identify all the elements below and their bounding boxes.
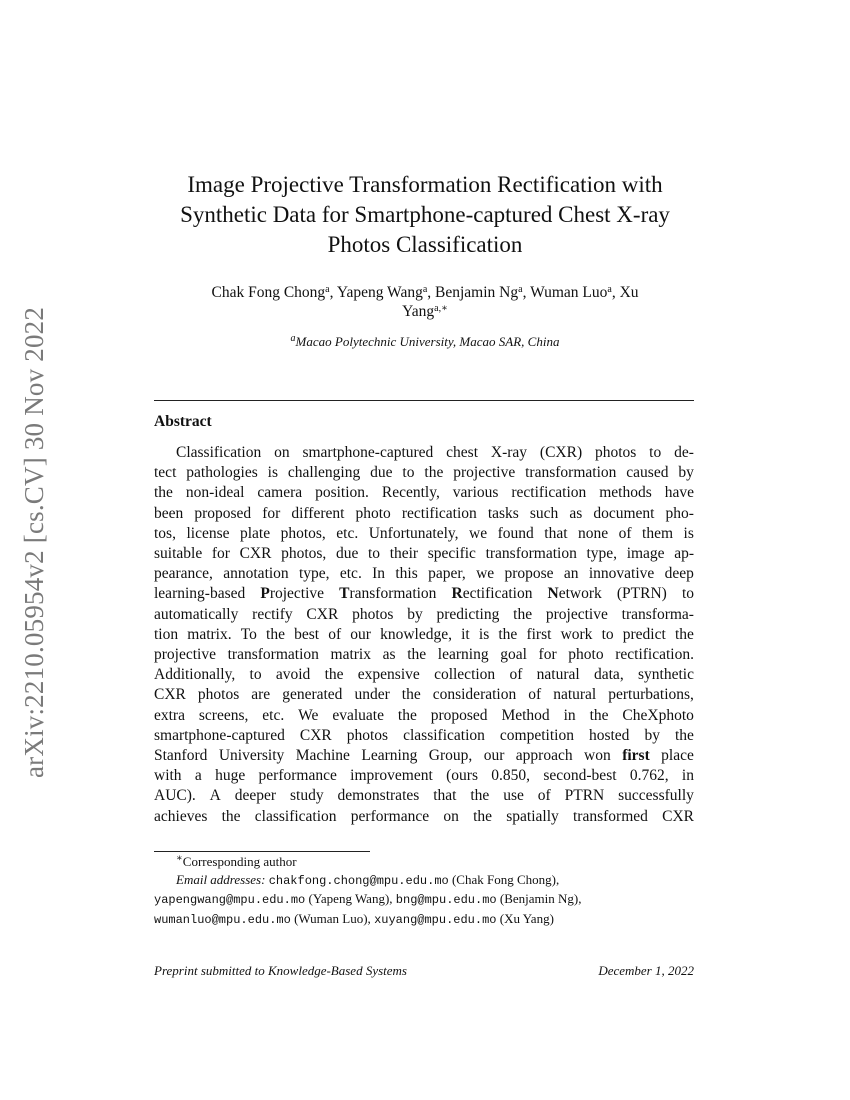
abstract-line <box>154 807 694 827</box>
abstract-word: the <box>266 625 285 643</box>
email-link[interactable]: wumanluo@mpu.edu.mo <box>154 912 291 927</box>
abstract-word: found <box>497 524 534 542</box>
abstract-word: camera <box>257 484 303 502</box>
abstract-word: is <box>267 464 278 482</box>
abstract-line <box>154 544 694 564</box>
abstract-word: is <box>683 524 694 542</box>
abstract-word: the <box>513 605 533 623</box>
author-name: Yang <box>402 303 435 320</box>
email-owner: (Wuman Luo), <box>294 910 371 926</box>
author-list <box>150 283 700 321</box>
abstract-word: the <box>674 726 694 744</box>
abstract-word: data, <box>594 666 624 684</box>
abstract-word: rectification <box>401 504 477 522</box>
abstract-word: study <box>290 787 324 805</box>
abstract-word: ap- <box>674 545 694 563</box>
abstract-word: of <box>509 666 523 684</box>
email-line-3 <box>154 910 694 930</box>
abstract-line <box>154 746 694 766</box>
abstract-word: generated <box>282 686 343 704</box>
abstract-word: various <box>452 484 499 502</box>
page-footer <box>154 963 694 979</box>
abstract-word: photo <box>355 504 391 522</box>
abstract-line <box>154 786 694 806</box>
abstract-line <box>154 443 694 463</box>
paper-title <box>150 170 700 260</box>
abstract-word: de- <box>674 444 694 461</box>
abstract-word: the <box>407 646 427 664</box>
abstract-word: perturbations, <box>608 686 694 704</box>
abstract-word: spatially <box>506 807 559 825</box>
footer-date: December 1, 2022 <box>598 963 694 978</box>
abstract-word: the <box>221 807 241 825</box>
title-line: Photos Classification <box>327 232 523 257</box>
abstract-word: X-ray <box>490 444 528 461</box>
author-sup: a,∗ <box>434 303 448 314</box>
abstract-line <box>154 463 694 483</box>
abstract-word: on <box>274 444 290 461</box>
abstract-word: CXR <box>662 807 694 825</box>
abstract-word: have <box>664 484 694 502</box>
author-sep: , Xu <box>611 284 639 301</box>
abstract-word: In <box>372 565 386 583</box>
abstract-line <box>154 504 694 524</box>
abstract-word: automatically <box>154 605 239 623</box>
abstract-word: been <box>154 504 184 522</box>
abstract-heading: Abstract <box>154 413 212 430</box>
abstract-word: document <box>593 504 655 522</box>
abstract-word: approach <box>515 747 573 765</box>
abstract-word: propose <box>504 565 554 583</box>
email-link[interactable]: chakfong.chong@mpu.edu.mo <box>268 873 449 888</box>
email-link[interactable]: bng@mpu.edu.mo <box>395 893 497 907</box>
abstract-line <box>154 665 694 685</box>
email-link[interactable]: xuyang@mpu.edu.mo <box>374 912 497 927</box>
footnote-rule <box>154 851 370 852</box>
abstract-word: photos <box>594 444 637 461</box>
corresponding-footnote <box>154 853 694 871</box>
abstract-word: classification <box>254 807 337 825</box>
abstract-word: our <box>483 747 505 765</box>
abstract-word: due <box>370 464 393 482</box>
abstract-line <box>154 625 694 645</box>
abstract-word: first <box>526 625 552 643</box>
abstract-word: as <box>382 646 396 664</box>
abstract-word: pho- <box>665 504 694 522</box>
abstract-word: smartphone-captured <box>154 726 285 744</box>
email-owner: (Yapeng Wang), <box>308 891 393 906</box>
author-sup: a <box>422 284 428 295</box>
abstract-line <box>154 564 694 584</box>
abstract-word: their <box>389 545 419 563</box>
abstract-word: A <box>209 787 221 805</box>
abstract-word: type, <box>586 545 618 563</box>
abstract-word: natural <box>553 686 597 704</box>
abstract-word: the <box>589 706 609 724</box>
abstract-word: expensive <box>357 666 420 684</box>
abstract-word: etc. <box>336 524 359 542</box>
abstract-word: photos, <box>280 524 326 542</box>
footer-journal: Preprint submitted to Knowledge-Based Systems <box>154 963 407 978</box>
abstract-word: natural <box>536 666 580 684</box>
abstract-word: CXR <box>154 686 186 704</box>
abstract-word: on <box>443 807 459 825</box>
abstract-word: of <box>328 625 342 643</box>
abstract-word: performance <box>258 767 337 785</box>
abstract-word: tos, <box>154 524 176 542</box>
abstract-line <box>154 524 694 544</box>
abstract-word: rectification <box>511 484 587 502</box>
abstract-word: transformed <box>573 807 648 825</box>
abstract-word: for <box>262 504 281 522</box>
abstract-word: smartphone-captured <box>302 444 434 461</box>
abstract-word: avoid <box>275 666 311 684</box>
abstract-word: competition <box>499 726 574 744</box>
abstract-word: Network <box>547 585 602 603</box>
abstract-word: to <box>649 444 662 461</box>
abstract-word: photos <box>346 726 389 744</box>
abstract-word: 0.762, <box>629 767 669 785</box>
abstract-line <box>154 584 694 604</box>
abstract-word: chest <box>446 444 479 461</box>
abstract-word: consideration <box>432 686 517 704</box>
abstract-word: are <box>251 686 271 704</box>
abstract-word: annotation <box>223 565 289 583</box>
arxiv-identifier: arXiv:2210.05954v2 [cs.CV] 30 Nov 2022 <box>19 306 49 778</box>
abstract-word: second-best <box>543 767 617 785</box>
title-line: Image Projective Transformation Rectification with <box>187 172 663 197</box>
abstract-word: University <box>218 747 285 765</box>
email-line-1 <box>154 871 694 891</box>
abstract-word: the <box>424 464 444 482</box>
author-sep: , <box>427 284 436 301</box>
abstract-word: tect <box>154 464 177 482</box>
abstract-word: methods <box>599 484 652 502</box>
abstract-word: this <box>395 565 418 583</box>
abstract-line <box>154 685 694 705</box>
email-line-2 <box>154 890 694 910</box>
abstract-word: CXR <box>299 726 332 744</box>
abstract-line <box>154 645 694 665</box>
abstract-word: non-ideal <box>185 484 245 502</box>
abstract-word: (PTRN) <box>616 585 667 603</box>
abstract-word: Recently, <box>381 484 440 502</box>
abstract-word: extra <box>154 706 185 724</box>
abstract-word: none <box>578 524 609 542</box>
abstract-word: that <box>433 787 457 805</box>
email-label: Email addresses: <box>176 871 266 887</box>
affiliation-sup: a <box>290 333 296 344</box>
abstract-word: type, <box>299 565 330 583</box>
abstract-word: Rectification <box>451 585 533 603</box>
abstract-word: 0.850, <box>491 767 531 785</box>
abstract-word: in <box>563 706 576 724</box>
abstract-word: achieves <box>154 807 208 825</box>
abstract-word: proposed <box>194 504 252 522</box>
author-line-2 <box>150 302 700 321</box>
abstract-word: projective <box>154 646 216 664</box>
abstract-word: our <box>350 625 371 643</box>
abstract-word: learning-based <box>154 585 246 603</box>
abstract-word: different <box>291 504 345 522</box>
abstract-line <box>154 605 694 625</box>
abstract-word: best <box>294 625 320 643</box>
abstract-word: proposed <box>430 706 488 724</box>
abstract-word: suitable <box>154 545 203 563</box>
abstract-word: CheXphoto <box>622 706 694 724</box>
abstract-word: deep <box>664 565 694 583</box>
abstract-word: image <box>626 545 665 563</box>
abstract-word: Transformation <box>339 585 437 603</box>
abstract-word: Learning <box>361 747 418 765</box>
abstract-word: we <box>476 565 495 583</box>
abstract-body <box>154 443 694 827</box>
abstract-word: innovative <box>588 565 655 583</box>
abstract-word: under <box>354 686 390 704</box>
abstract-word: Method <box>501 706 550 724</box>
author-sup: a <box>325 284 330 295</box>
abstract-word: pathologies <box>186 464 258 482</box>
abstract-word: plate <box>239 524 271 542</box>
abstract-word: won <box>584 747 611 765</box>
abstract-word: CXR <box>306 605 339 623</box>
footnotes <box>154 853 694 929</box>
abstract-word: by <box>644 726 660 744</box>
abstract-word: evaluate <box>332 706 384 724</box>
author-name: Benjamin Ng <box>435 284 519 301</box>
email-owner: (Benjamin Ng), <box>499 891 582 906</box>
abstract-word: photos <box>197 686 240 704</box>
abstract-word: rectify <box>252 605 293 623</box>
abstract-word: to <box>402 464 415 482</box>
header-rule <box>154 400 694 401</box>
abstract-word: Projective <box>260 585 325 603</box>
abstract-word: photos, <box>281 545 327 563</box>
abstract-word: tasks <box>487 504 519 522</box>
abstract-line <box>154 706 694 726</box>
abstract-word: as <box>569 504 583 522</box>
abstract-word: by <box>678 464 694 482</box>
abstract-word: classification <box>403 726 485 744</box>
abstract-word: is <box>478 625 490 643</box>
abstract-word: challenging <box>287 464 361 482</box>
abstract-word: them <box>642 524 674 542</box>
abstract-word: We <box>298 706 319 724</box>
abstract-word: predicting <box>436 605 500 623</box>
abstract-word: Machine <box>295 747 350 765</box>
abstract-word: Classification <box>176 444 262 461</box>
abstract-word: demonstrates <box>337 787 420 805</box>
abstract-word: photo <box>568 646 604 664</box>
abstract-word: of <box>528 686 542 704</box>
affiliation <box>150 334 700 350</box>
abstract-word: the <box>674 625 694 643</box>
abstract-word: place <box>661 747 694 765</box>
abstract-word: To <box>240 625 257 643</box>
abstract-word: for <box>538 646 557 664</box>
abstract-word: the <box>470 787 490 805</box>
abstract-word: matrix <box>330 646 371 664</box>
abstract-word: tion <box>154 625 179 643</box>
abstract-word: transformation <box>227 646 319 664</box>
abstract-word: etc. <box>339 565 362 583</box>
abstract-word: AUC). <box>154 787 196 805</box>
abstract-word: CXR <box>239 545 272 563</box>
abstract-word: goal <box>500 646 527 664</box>
abstract-word: it <box>461 625 470 643</box>
abstract-word: we <box>469 524 488 542</box>
abstract-word: collection <box>434 666 496 684</box>
email-owner: (Xu Yang) <box>499 910 554 926</box>
author-sep: , <box>329 284 337 301</box>
abstract-word: projective <box>453 464 516 482</box>
abstract-word: that <box>544 524 568 542</box>
abstract-word: Stanford <box>154 747 208 765</box>
author-sep: , <box>522 284 531 301</box>
abstract-word: deeper <box>234 787 277 805</box>
abstract-word: photos <box>352 605 394 623</box>
abstract-word: caused <box>626 464 669 482</box>
abstract-word: by <box>407 605 423 623</box>
abstract-word: for <box>211 545 230 563</box>
abstract-word: such <box>529 504 559 522</box>
abstract-word: rectification. <box>615 646 694 664</box>
abstract-word: learning <box>437 646 489 664</box>
abstract-line <box>154 726 694 746</box>
abstract-word: huge <box>215 767 246 785</box>
abstract-word: hosted <box>588 726 630 744</box>
abstract-word: synthetic <box>637 666 694 684</box>
abstract-word: (ours <box>446 767 478 785</box>
author-name: Chak Fong Chong <box>211 284 326 301</box>
abstract-word: Additionally, <box>154 666 236 684</box>
abstract-word: transformation <box>525 464 617 482</box>
abstract-word: use <box>503 787 524 805</box>
abstract-word: license <box>186 524 230 542</box>
abstract-word: to <box>681 585 694 603</box>
abstract-word: the <box>154 484 173 502</box>
abstract-word: matrix. <box>187 625 232 643</box>
abstract-word: performance <box>350 807 430 825</box>
abstract-word: pearance, <box>154 565 213 583</box>
abstract-word: to <box>249 666 262 684</box>
abstract-word: improvement <box>350 767 433 785</box>
abstract-word: transformation <box>485 545 577 563</box>
abstract-word: an <box>563 565 579 583</box>
author-line-1 <box>150 283 700 302</box>
author-sup: a <box>607 284 612 295</box>
abstract-word: (CXR) <box>539 444 583 461</box>
abstract-word: the <box>498 625 518 643</box>
corresponding-mark: ∗ <box>176 853 183 864</box>
abstract-word: first <box>622 747 650 765</box>
abstract-line <box>154 483 694 503</box>
corresponding-text: Corresponding author <box>182 854 297 869</box>
abstract-word: the <box>473 807 492 825</box>
abstract-word: position. <box>315 484 369 502</box>
abstract-word: transforma- <box>621 605 694 623</box>
abstract-word: successfully <box>618 787 694 805</box>
abstract-word: to <box>601 625 614 643</box>
author-sup: a <box>518 284 523 295</box>
abstract-word: to <box>367 545 381 563</box>
abstract-word: with <box>154 767 182 785</box>
abstract-word: a <box>194 767 202 785</box>
abstract-word: of <box>537 787 551 805</box>
abstract-word: PTRN <box>564 787 605 805</box>
affiliation-text: Macao Polytechnic University, Macao SAR, China <box>295 334 560 349</box>
email-link[interactable]: yapengwang@mpu.edu.mo <box>154 893 306 907</box>
abstract-word: due <box>335 545 359 563</box>
abstract-word: the <box>401 686 421 704</box>
abstract-word: specific <box>427 545 476 563</box>
abstract-word: paper, <box>428 565 466 583</box>
abstract-word: knowledge, <box>380 625 452 643</box>
abstract-word: screens, <box>198 706 249 724</box>
abstract-word: etc. <box>262 706 285 724</box>
abstract-word: projective <box>545 605 608 623</box>
author-name: Wuman Luo <box>530 284 608 301</box>
abstract-word: the <box>397 706 417 724</box>
author-name: Yapeng Wang <box>336 284 423 301</box>
abstract-word: Unfortunately, <box>368 524 459 542</box>
abstract-word: the <box>324 666 344 684</box>
title-line: Synthetic Data for Smartphone-captured Chest X-ray <box>180 202 670 227</box>
abstract-word: work <box>560 625 593 643</box>
abstract-line <box>154 766 694 786</box>
abstract-word: predict <box>622 625 666 643</box>
abstract-word: in <box>681 767 694 785</box>
abstract-word: of <box>618 524 632 542</box>
abstract-word: Group, <box>428 747 473 765</box>
email-owner: (Chak Fong Chong), <box>451 871 560 887</box>
